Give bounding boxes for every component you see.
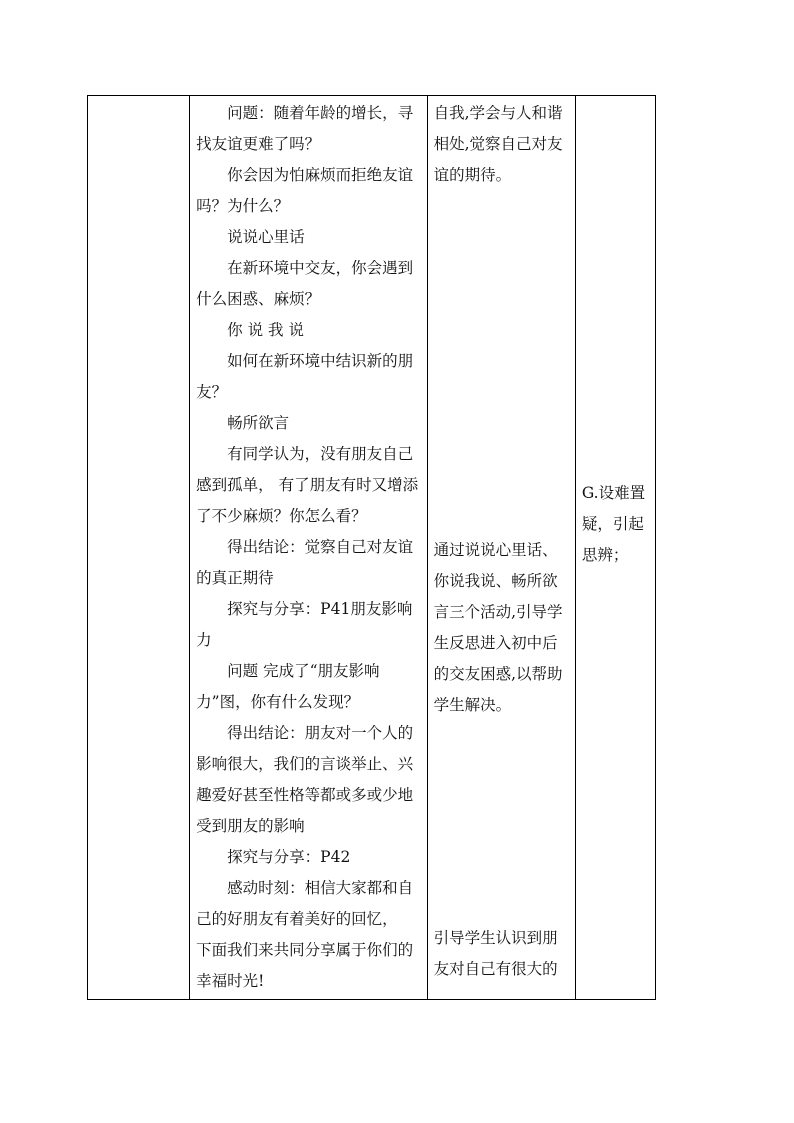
paragraph-question-new-env: 在新环境中交友，你会遇到什么困惑、麻烦？ <box>196 259 414 308</box>
design-intent-cell <box>427 96 575 1000</box>
paragraph-heading-you-say-i-say: 你 说 我 说 <box>227 321 304 339</box>
table-row <box>88 96 656 1000</box>
paragraph-heading-heart-talk: 说说心里话 <box>227 228 305 246</box>
paragraph-conclusion-expectation: 得出结论：觉察自己对友谊的真正期待 <box>196 538 414 587</box>
paragraph-question-refuse: 你会因为怕麻烦而拒绝友谊吗？为什么？ <box>196 166 414 215</box>
stage-cell <box>88 96 190 1000</box>
intent-block-self: 自我,学会与人和谐相处,觉察自己对友谊的期待。 <box>433 104 563 184</box>
paragraph-touching-moment: 感动时刻：相信大家都和自己的好朋友有着美好的回忆， <box>196 879 414 928</box>
paragraph-explore-p42: 探究与分享：P42 <box>227 848 351 866</box>
lesson-plan-table <box>87 95 656 1000</box>
paragraph-explore-p41: 探究与分享：P41朋友影响力 <box>196 600 413 649</box>
paragraph-share-happy-time: 下面我们来共同分享属于你们的幸福时光! <box>196 941 414 990</box>
paragraph-question-age: 问题：随着年龄的增长，寻找友谊更难了吗？ <box>196 104 414 153</box>
paragraph-question-make-friends: 如何在新环境中结识新的朋友？ <box>196 352 414 401</box>
paragraph-question-influence-chart: 问题 完成了“朋友影响力”图，你有什么发现？ <box>196 662 380 711</box>
method-block-question: G.设难置疑，引起思辨； <box>581 484 646 564</box>
paragraph-conclusion-influence: 得出结论：朋友对一个人的影响很大，我们的言谈举止、兴趣爱好甚至性格等都或多或少地受到朋友的影响 <box>196 724 414 835</box>
intent-block-activities: 通过说说心里话、你说我说、畅所欲言三个活动,引导学生反思进入初中后的交友困惑,以帮助学生解决。 <box>433 541 563 714</box>
paragraph-heading-speak-freely: 畅所欲言 <box>227 414 290 432</box>
teaching-process-cell <box>190 96 427 1000</box>
method-cell <box>575 96 655 1000</box>
paragraph-question-lonely: 有同学认为，没有朋友自己感到孤单， 有了朋友有时又增添了不少麻烦？你怎么看？ <box>196 445 419 525</box>
intent-block-friend-influence: 引导学生认识到朋友对自己有很大的 <box>433 929 558 978</box>
